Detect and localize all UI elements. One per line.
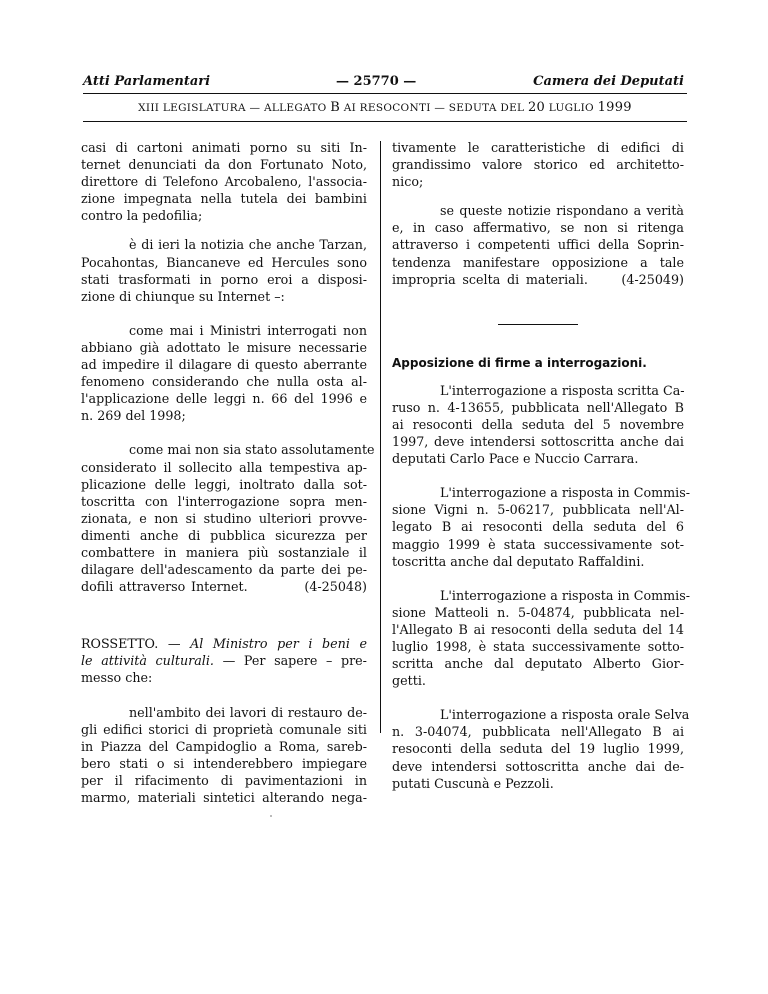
text-line: combattere in maniera più sostanziale il [81,544,367,560]
text-line: dimenti anche di pubblica sicurezza per [81,527,367,543]
text-line [81,652,367,669]
page-number: — 25770 — [336,74,417,89]
rossetto-heading [81,635,367,686]
text-line: sione Matteoli n. 5-04874, pubblicata nel- [392,604,684,620]
header-rule-top [83,93,687,94]
subheader-month: LUGLIO [548,102,594,114]
recipient: Al Ministro per i beni e [190,636,367,652]
text-line: plicazione delle leggi, inoltrato dalla sot- [81,476,367,492]
paragraph [81,236,367,304]
text-line: L'interrogazione a risposta in Commis- [440,587,691,603]
text-line: casi di cartoni animati porno su siti In- [81,140,367,155]
header-publication: Atti Parlamentari [83,74,211,89]
column-divider [380,141,381,733]
header-rule-bottom [83,121,687,122]
paragraph [392,202,684,287]
text-line: e, in caso affermativo, se non si ritenga [392,220,684,236]
scan-speck [270,815,272,817]
text-line: deve intendersi sottoscritta anche dai de- [392,758,684,774]
text-line: ai resoconti della seduta del 5 novembre [392,416,684,432]
paragraph [392,139,684,190]
text-line [81,635,367,652]
text-line: zione di chiunque su Internet –: [81,288,285,304]
text-line: bero stati o si intenderebbero impiegare [81,755,367,771]
paragraph [392,382,684,467]
text-line: 1997, deve intendersi sottoscritta anche dai [392,434,684,450]
right-column [392,139,691,792]
text-line: stati trasformati in porno eroi a disposi- [81,271,367,287]
text-line: attraverso i competenti uffici della Soprin- [392,237,684,253]
text-line: abbiano già adottato le misure necessarie [81,339,367,355]
text-line: impropria scelta di materiali. (4-25049) [392,271,684,287]
text-line: considerato il sollecito alla tempestiva ap- [81,459,367,475]
text-line: nico; [392,174,424,190]
text-line: deputati Carlo Pace e Nuccio Carrara. [392,451,639,467]
text-line: gli edifici storici di proprietà comunale siti [81,721,367,737]
subheader-part2: AI RESOCONTI — SEDUTA DEL [343,102,525,114]
text-line: tivamente le caratteristiche di edifici di [392,140,684,155]
paragraph [81,322,367,425]
paragraph [392,484,691,569]
paragraph [81,139,367,224]
text-line: L'interrogazione a risposta orale Selva [440,707,690,723]
text-line: Pocahontas, Biancaneve ed Hercules sono [81,254,367,270]
subheader-date: 20 [527,100,546,115]
text-line: n. 269 del 1998; [81,408,186,424]
text-line: sione Vigni n. 5-06217, pubblicata nell'Al- [392,502,684,518]
text-line: L'interrogazione a risposta scritta Ca- [440,382,685,398]
text-line: come mai non sia stato assolutamente [129,442,375,458]
text-line: zionata, e non si studino ulteriori provve- [81,510,367,526]
text-line: maggio 1999 è stata successivamente sot- [392,536,684,552]
text-line: messo che: [81,670,153,686]
text-line: è di ieri la notizia che anche Tarzan, [129,237,367,253]
section-separator [498,324,578,325]
text-line: zione impegnata nella tutela dei bambini [81,191,367,207]
paragraph [392,587,691,690]
text-line: putati Cuscunà e Pezzoli. [392,775,554,791]
section-title: Apposizione di firme a interrogazioni. [392,355,647,370]
text-line: legato B ai resoconti della seduta del 6 [392,519,684,535]
text-line: ruso n. 4-13655, pubblicata nell'Allegato B [392,399,684,415]
heading-tail: — Per sapere – pre- [222,653,367,669]
text-line: ad impedire il dilagare di questo aberrante [81,357,367,373]
paragraph [81,441,375,595]
text-line: n. 3-04074, pubblicata nell'Allegato B ai [392,724,684,740]
subheader-year: 1999 [597,100,632,115]
subheader-letter: B [330,100,341,115]
header-chamber: Camera dei Deputati [533,74,684,89]
text-line: ternet denunciati da don Fortunato Noto, [81,157,367,173]
text-line: marmo, materiali sintetici alterando nega- [81,790,367,805]
author-name: ROSSETTO. — [81,636,181,652]
paragraph [392,706,690,791]
text-line: L'interrogazione a risposta in Commis- [440,485,691,501]
paragraph [81,704,367,807]
text-line: l'Allegato B ai resoconti della seduta del 14 [392,621,684,637]
text-line: in Piazza del Campidoglio a Roma, sareb- [81,738,367,754]
text-line: direttore di Telefono Arcobaleno, l'associa- [81,174,367,190]
text-line: come mai i Ministri interrogati non [129,322,367,338]
text-line: toscritta anche dal deputato Raffaldini. [392,553,645,569]
text-line: dofili attraverso Internet. (4-25048) [81,579,367,595]
text-line: nell'ambito dei lavori di restauro de- [129,704,367,720]
text-line: getti. [392,673,426,689]
text-line: per il rifacimento di pavimentazioni in [81,772,367,788]
text-line: contro la pedofilia; [81,208,203,224]
subheader-part1: XIII LEGISLATURA — ALLEGATO [138,102,327,114]
text-line: tendenza manifestare opposizione a tale [392,254,684,270]
subheader [83,100,687,115]
text-line: l'applicazione delle leggi n. 66 del 1996 e [81,391,367,407]
text-line: scritta anche dal deputato Alberto Gior- [392,656,684,672]
text-line: dilagare dell'adescamento da parte dei pe- [81,562,367,578]
text-line: resoconti della seduta del 19 luglio 1999, [392,741,684,757]
text-line: luglio 1998, è stata successivamente sotto- [392,638,684,654]
text-line: grandissimo valore storico ed architetto- [392,157,684,173]
left-column [81,139,375,806]
text-line: fenomeno considerando che nulla osta al- [81,374,367,390]
text-line: se queste notizie rispondano a verità [440,203,684,219]
recipient-cont: le attività culturali. [81,653,214,669]
text-line: toscritta con l'interrogazione sopra men- [81,493,367,509]
